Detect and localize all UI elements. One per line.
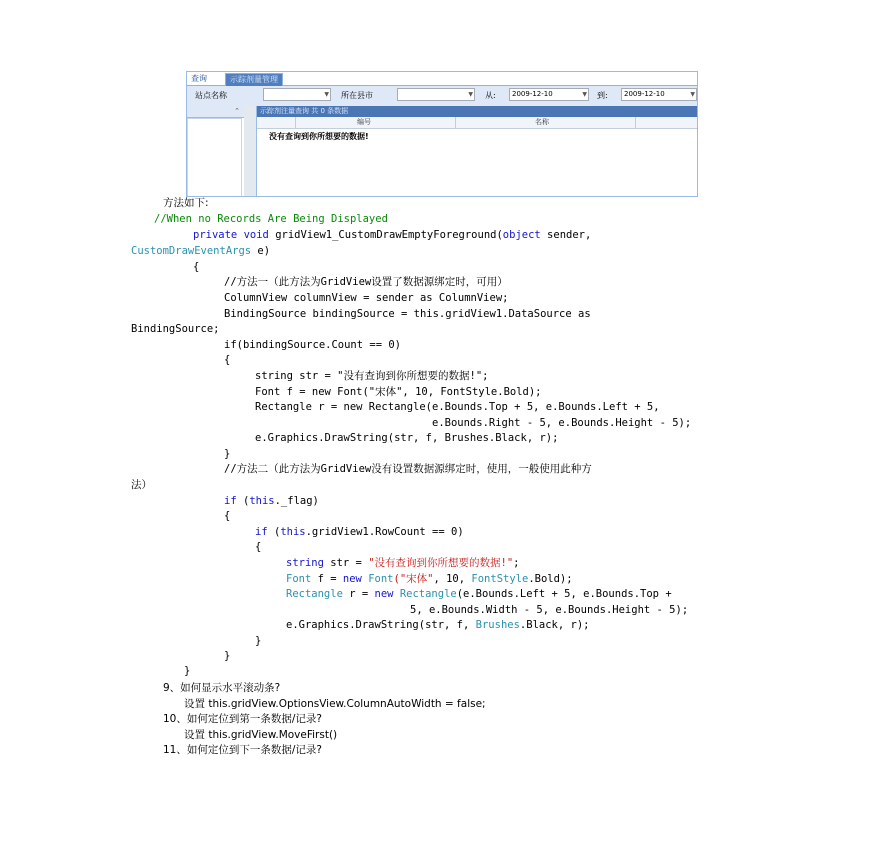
code-line: Rectangle r = new Rectangle(e.Bounds.Top + 5, e.Bounds.Left + 5, xyxy=(255,401,660,413)
tab-tracer-management[interactable]: 示踪剂量管理 xyxy=(225,73,283,86)
city-label: 所在县市 xyxy=(341,91,373,100)
chevron-down-icon: ▼ xyxy=(582,91,587,98)
tab-strip xyxy=(187,72,697,86)
code-keyword: if xyxy=(224,495,237,507)
code-string: ("宋体" xyxy=(393,573,434,585)
filter-bar xyxy=(187,86,697,105)
code-text: sender, xyxy=(540,229,592,241)
code-brace: { xyxy=(224,510,231,522)
code-type: Rectangle xyxy=(286,588,343,600)
code-line xyxy=(286,556,520,571)
code-keyword: string xyxy=(286,557,324,569)
answer-10: 设置 this.gridView.MoveFirst() xyxy=(184,729,338,741)
code-text: .gridView1.RowCount == 0) xyxy=(305,526,464,538)
code-text: f = xyxy=(311,573,343,585)
code-brace: } xyxy=(255,635,262,647)
left-panel-header xyxy=(187,106,244,118)
code-line xyxy=(286,587,672,602)
code-line: BindingSource bindingSource = this.gridView1.DataSource as xyxy=(224,308,591,320)
question-9: 9、如何显示水平滚动条? xyxy=(163,682,281,694)
station-label: 站点名称 xyxy=(195,91,227,100)
code-line: if (this._flag) xyxy=(224,495,319,507)
station-select[interactable] xyxy=(263,88,331,101)
code-signature xyxy=(193,228,591,243)
left-panel-body xyxy=(187,118,242,197)
city-select[interactable] xyxy=(397,88,475,101)
code-line: e.Graphics.DrawString(str, f, Brushes.Black, r); xyxy=(255,432,559,444)
intro-text: 方法如下: xyxy=(163,197,209,209)
collapse-up-icon[interactable]: ⌃ xyxy=(234,107,240,115)
code-text: .Black, r); xyxy=(519,619,590,631)
code-line: BindingSource; xyxy=(131,323,220,335)
code-keyword: new xyxy=(374,588,394,600)
to-label: 到: xyxy=(597,91,608,100)
code-brace: } xyxy=(224,448,231,460)
from-label: 从: xyxy=(485,91,496,100)
grid-header xyxy=(257,117,698,129)
embedded-screenshot xyxy=(186,71,698,197)
code-text: .Bold); xyxy=(528,573,573,585)
answer-9: 设置 this.gridView.OptionsView.ColumnAutoWidth = false; xyxy=(184,698,486,710)
tab-query[interactable]: 查询 xyxy=(191,74,207,83)
code-brace: } xyxy=(224,650,231,662)
question-10: 10、如何定位到第一条数据/记录? xyxy=(163,713,322,725)
code-keyword: object xyxy=(502,229,541,241)
code-comment-method2: //方法二（此方法为GridView没有设置数据源绑定时，使用，一般使用此种方 xyxy=(224,463,592,475)
code-line: ColumnView columnView = sender as ColumnView; xyxy=(224,292,509,304)
code-type: FontStyle xyxy=(471,573,529,585)
code-text: str = xyxy=(323,557,369,569)
to-date-input[interactable] xyxy=(621,88,697,101)
code-brace: { xyxy=(224,354,231,366)
left-panel xyxy=(187,106,245,197)
code-line: Font f = new Font("宋体", 10, FontStyle.Bold); xyxy=(255,386,542,398)
code-text: e.Graphics.DrawString(str, f, xyxy=(286,619,476,631)
grid-title: 示踪剂注量查询 共 0 条数据 xyxy=(257,106,698,117)
question-11: 11、如何定位到下一条数据/记录? xyxy=(163,744,322,756)
code-signature-cont xyxy=(131,244,270,259)
column-separator xyxy=(295,117,296,128)
column-number-header[interactable]: 编号 xyxy=(357,118,371,126)
code-keyword: void xyxy=(243,229,269,241)
splitter[interactable] xyxy=(244,106,257,197)
code-keyword: this xyxy=(249,495,275,507)
code-text: (e.Bounds.Left + 5, e.Bounds.Top + xyxy=(456,588,672,600)
to-date-value: 2009-12-10 xyxy=(624,90,665,98)
code-text: r = xyxy=(342,588,375,600)
code-comment-header: //When no Records Are Being Displayed xyxy=(154,213,388,225)
code-line xyxy=(286,618,589,633)
code-keyword: private xyxy=(193,229,238,241)
code-line: string str = "没有查询到你所想要的数据!"; xyxy=(255,370,489,382)
code-keyword: this xyxy=(280,526,306,538)
empty-message: 没有查询到你所想要的数据! xyxy=(269,132,369,141)
code-keyword: if xyxy=(255,526,268,538)
chevron-down-icon: ▼ xyxy=(468,91,473,98)
code-type: Font xyxy=(286,573,312,585)
code-comment-method1: //方法一（此方法为GridView设置了数据源绑定时，可用） xyxy=(224,276,508,288)
code-text: gridView1_CustomDrawEmptyForeground( xyxy=(268,229,503,241)
code-text: ; xyxy=(513,557,520,569)
from-date-value: 2009-12-10 xyxy=(512,90,553,98)
column-name-header[interactable]: 名称 xyxy=(535,118,549,126)
from-date-input[interactable] xyxy=(509,88,589,101)
chevron-down-icon: ▼ xyxy=(690,91,695,98)
code-type: Brushes xyxy=(475,619,520,631)
code-type: CustomDrawEventArgs xyxy=(131,245,252,257)
code-comment-method2-cont: 法） xyxy=(131,479,152,491)
column-separator xyxy=(455,117,456,128)
grid-body xyxy=(257,129,698,197)
code-brace: { xyxy=(193,261,200,273)
code-line: e.Bounds.Right - 5, e.Bounds.Height - 5); xyxy=(432,417,692,429)
code-line: 5, e.Bounds.Width - 5, e.Bounds.Height - 5); xyxy=(410,604,689,616)
code-line: if(bindingSource.Count == 0) xyxy=(224,339,402,351)
chevron-down-icon: ▼ xyxy=(324,91,329,98)
code-string: "没有查询到你所想要的数据!" xyxy=(368,557,514,569)
code-type: Font xyxy=(368,573,394,585)
column-separator xyxy=(635,117,636,128)
code-brace: } xyxy=(184,665,191,677)
code-text: ._flag) xyxy=(274,495,319,507)
code-text: e) xyxy=(251,245,271,257)
code-text: , 10, xyxy=(433,573,472,585)
code-line xyxy=(286,572,573,587)
code-type: Rectangle xyxy=(399,588,457,600)
code-brace: { xyxy=(255,541,262,553)
code-line: if (this.gridView1.RowCount == 0) xyxy=(255,526,464,538)
code-keyword: new xyxy=(342,573,362,585)
